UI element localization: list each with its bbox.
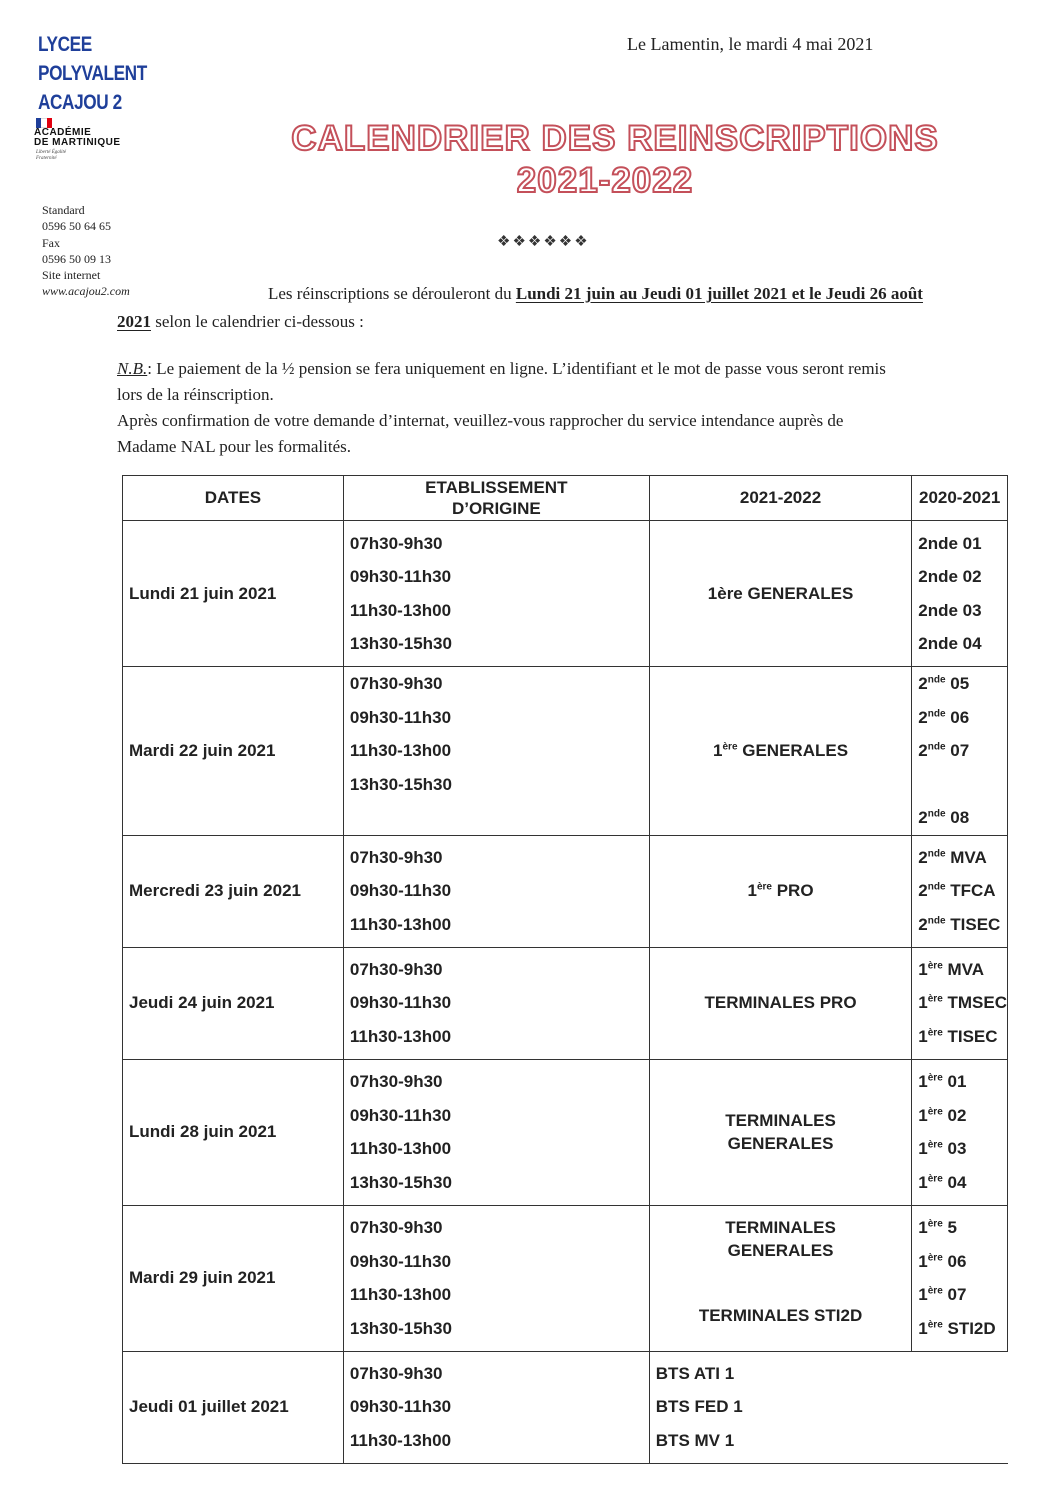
intro-line-1: Les réinscriptions se dérouleront du Lundi 21 juin au Jeudi 01 juillet 2021 et le Jeudi 26 août bbox=[268, 284, 923, 303]
nb-label: N.B. bbox=[117, 359, 148, 378]
table-row bbox=[123, 521, 1008, 667]
row-times: 07h30-9h30 09h30-11h30 11h30-13h00 13h30-15h30 bbox=[343, 1059, 649, 1205]
table-row bbox=[123, 835, 1008, 947]
row-date: Mardi 29 juin 2021 bbox=[123, 1205, 344, 1351]
row-level: 1ère GENERALES bbox=[649, 521, 912, 667]
letter-date: Le Lamentin, le mardi 4 mai 2021 bbox=[627, 34, 874, 54]
table-row bbox=[123, 1059, 1008, 1205]
row-classes: 2nde MVA 2nde TFCA 2nde TISEC bbox=[912, 835, 1008, 947]
row-classes: 2nde 05 2nde 06 2nde 07 2nde 08 bbox=[912, 667, 1008, 836]
row-level: TERMINALES GENERALES TERMINALES STI2D bbox=[649, 1205, 912, 1351]
site-label: Site internet bbox=[42, 268, 101, 283]
site-link[interactable]: www.acajou2.com bbox=[42, 284, 130, 299]
row-date: Jeudi 24 juin 2021 bbox=[123, 947, 344, 1059]
row-level: 1ère GENERALES bbox=[649, 667, 912, 836]
intro-dates: Lundi 21 juin au Jeudi 01 juillet 2021 et le Jeudi 26 août bbox=[515, 284, 923, 303]
school-logo bbox=[38, 30, 147, 117]
row-classes: 1ère MVA 1ère TMSEC 1ère TISEC bbox=[912, 947, 1008, 1059]
row-level: 1ère PRO bbox=[649, 835, 912, 947]
logo-line: ACAJOU 2 bbox=[38, 91, 122, 114]
row-classes: 1ère 01 1ère 02 1ère 03 1ère 04 bbox=[912, 1059, 1008, 1205]
row-date: Lundi 28 juin 2021 bbox=[123, 1059, 344, 1205]
col-header-2020-2021: 2020-2021 bbox=[912, 476, 1008, 521]
table-header-row bbox=[123, 476, 1008, 521]
row-times: 07h30-9h30 09h30-11h30 11h30-13h00 bbox=[343, 1351, 649, 1463]
row-level: TERMINALES GENERALES bbox=[649, 1059, 912, 1205]
row-times: 07h30-9h30 09h30-11h30 11h30-13h00 bbox=[343, 835, 649, 947]
col-header-2021-2022: 2021-2022 bbox=[649, 476, 912, 521]
title-line-2: 2021-2022 bbox=[516, 161, 694, 200]
republic-motto: Liberté Égalité Fraternité bbox=[36, 150, 67, 161]
intro-line-2: 2021 selon le calendrier ci-dessous : bbox=[117, 312, 364, 331]
table-row bbox=[123, 947, 1008, 1059]
nb-note: N.B.: Le paiement de la ½ pension se fera uniquement en ligne. L’identifiant et le mot de passe vous seront remis lors de la réinscription. Après confirmation de votre demande d’internat, veuillez-vous rapprocher du service intendance auprès de Madame NAL pour les formalités. bbox=[117, 359, 886, 456]
standard-phone: 0596 50 64 65 bbox=[42, 219, 111, 234]
fax-label: Fax bbox=[42, 235, 60, 250]
reinscription-calendar-table bbox=[122, 475, 1008, 1464]
row-classes: 1ère 5 1ère 06 1ère 07 1ère STI2D bbox=[912, 1205, 1008, 1351]
internat-note: Après confirmation de votre demande d’internat, veuillez-vous rapprocher du service intendance auprès de bbox=[117, 411, 844, 430]
row-times: 07h30-9h30 09h30-11h30 11h30-13h00 13h30-15h30 bbox=[343, 521, 649, 667]
row-date: Mardi 22 juin 2021 bbox=[123, 667, 344, 836]
separator-ornament: ❖❖❖❖❖❖ bbox=[497, 234, 590, 250]
row-date: Mercredi 23 juin 2021 bbox=[123, 835, 344, 947]
row-bts: BTS ATI 1 BTS FED 1 BTS MV 1 bbox=[649, 1351, 1007, 1463]
document-title bbox=[200, 118, 1030, 202]
table-row bbox=[123, 1205, 1008, 1351]
col-header-origin: ETABLISSEMENT D’ORIGINE bbox=[343, 476, 649, 521]
row-level: TERMINALES PRO bbox=[649, 947, 912, 1059]
table-row bbox=[123, 1351, 1008, 1463]
title-line-1: CALENDRIER DES REINSCRIPTIONS bbox=[291, 119, 939, 158]
row-date: Jeudi 01 juillet 2021 bbox=[123, 1351, 344, 1463]
table-row bbox=[123, 667, 1008, 836]
fax-number: 0596 50 09 13 bbox=[42, 251, 111, 266]
row-times: 07h30-9h30 09h30-11h30 11h30-13h00 bbox=[343, 947, 649, 1059]
standard-label: Standard bbox=[42, 203, 85, 217]
logo-line: POLYVALENT bbox=[38, 62, 147, 85]
row-times: 07h30-9h30 09h30-11h30 11h30-13h00 13h30-15h30 bbox=[343, 1205, 649, 1351]
academie-logo: ACADÉMIE DE MARTINIQUE bbox=[34, 127, 121, 148]
col-header-dates: DATES bbox=[123, 476, 344, 521]
contact-block bbox=[42, 202, 130, 300]
row-classes: 2nde 01 2nde 02 2nde 03 2nde 04 bbox=[912, 521, 1008, 667]
row-times: 07h30-9h30 09h30-11h30 11h30-13h00 13h30-15h30 bbox=[343, 667, 649, 836]
row-date: Lundi 21 juin 2021 bbox=[123, 521, 344, 667]
logo-line: LYCEE bbox=[38, 33, 92, 56]
